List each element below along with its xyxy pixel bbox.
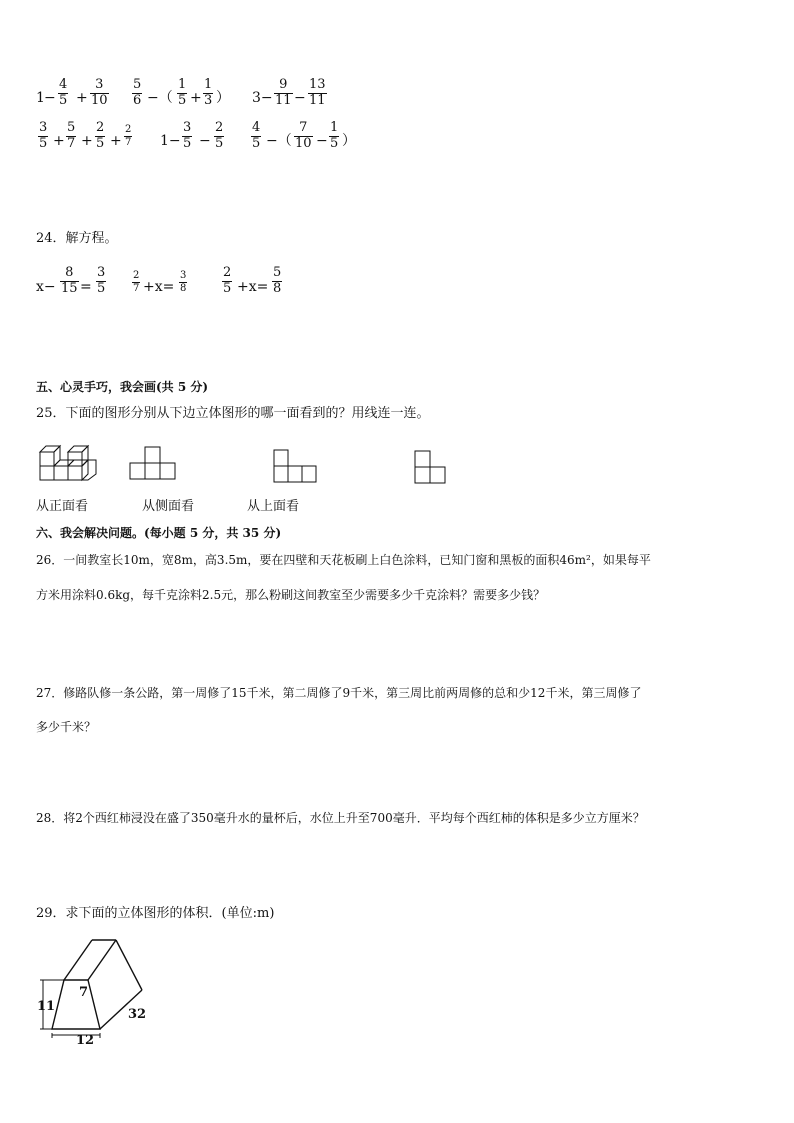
q26-line-2: 方米用涂料0.6kg，每千克涂料2.5元，那么粉刷这间教室至少需要多少千克涂料？需要多少钱？ [36,588,546,602]
q27-line-2: 多少千米？ [36,720,97,734]
minus-sign: − [294,90,306,106]
denominator: 11 [309,92,326,108]
fraction [95,121,105,152]
q26-line-1: 26．一间教室长10m，宽8m，高3.5m，要在四壁和天花板刷上白色涂料，已知门窗和黑板的面积46m²，如果每平 [36,553,651,567]
fraction [96,266,106,297]
q29-text: 29．求下面的立体图形的体积．(单位:m) [36,906,275,921]
denominator: 7 [67,135,76,151]
numerator: 2 [215,120,224,135]
solid-figure [38,440,102,484]
numerator: 1 [330,120,339,135]
view-label-top: 从上面看 [247,499,300,514]
figure-label-height: 11 [37,999,56,1014]
fraction [308,78,327,109]
fraction [179,270,187,294]
minus-paren: −（ [266,133,292,149]
close-paren: ） [216,90,230,106]
view-label-front: 从正面看 [36,499,89,514]
denominator: 5 [252,135,261,151]
fraction [203,78,213,109]
denominator: 5 [330,135,339,151]
num: 1 [36,90,45,106]
fraction [214,121,224,152]
figure-label-top: 7 [79,985,89,1000]
numerator: 2 [133,270,140,281]
section-6-title: 六、我会解决问题。(每小题 5 分，共 35 分) [36,526,282,540]
denominator: 10 [91,92,108,108]
denominator: 11 [275,92,292,108]
fraction [272,266,282,297]
fraction [60,266,79,297]
fraction [222,266,232,297]
trapezoid-prism-figure [34,934,164,1049]
q24-title: 24．解方程。 [36,231,118,246]
plus-sign: + [53,133,65,149]
numerator: 2 [96,120,105,135]
denominator: 5 [223,280,232,296]
numerator: 3 [39,120,48,135]
fraction [66,121,76,152]
minus-paren: −（ [147,90,173,106]
view-label-side: 从侧面看 [142,499,195,514]
numerator: 13 [309,77,326,92]
numerator: 7 [299,120,308,135]
plus-sign: + [110,133,122,149]
fraction [90,78,109,109]
fraction [58,78,68,109]
denominator: 7 [133,282,140,294]
section-5-title: 五、心灵手巧，我会画(共 5 分) [36,380,209,394]
numerator: 1 [178,77,187,92]
view-figure-2 [273,449,319,483]
numerator: 8 [65,265,74,280]
fraction [329,121,339,152]
denominator: 5 [183,135,192,151]
denominator: 5 [39,135,48,151]
denominator: 6 [133,92,142,108]
variable-minus: x− [36,279,56,295]
view-figure-1 [130,446,178,480]
denominator: 5 [96,135,105,151]
numerator: 2 [125,124,132,135]
denominator: 3 [204,92,213,108]
fraction [182,121,192,152]
denominator: 5 [97,280,106,296]
q28-text: 28．将2个西红柿浸没在盛了350毫升水的量杯后，水位上升至700毫升．平均每个西红柿的体积是多少立方厘米？ [36,811,645,825]
q27-line-1: 27．修路队修一条公路，第一周修了15千米，第二周修了9千米，第三周比前两周修的总和少12千米，第三周修了 [36,686,642,700]
q25-text: 25．下面的图形分别从下边立体图形的哪一面看到的？用线连一连。 [36,406,430,421]
minus-sign: − [199,133,211,149]
denominator: 10 [295,135,312,151]
equals-sign: = [80,279,92,295]
numerator: 3 [183,120,192,135]
denominator: 15 [61,280,78,296]
numerator: 5 [273,265,282,280]
close-paren: ） [342,133,356,149]
figure-label-length: 32 [128,1007,147,1022]
fraction [274,78,293,109]
numerator: 3 [180,270,187,281]
numerator: 4 [252,120,261,135]
denominator: 5 [59,92,68,108]
plus-sign: + [81,133,93,149]
numerator: 1 [204,77,213,92]
denominator: 8 [180,282,187,294]
fraction [124,124,132,148]
figure-label-bottom: 12 [76,1033,95,1048]
numerator: 5 [67,120,76,135]
minus-sign: − [44,90,56,106]
numerator: 4 [59,77,68,92]
fraction [132,270,140,294]
fraction [294,121,313,152]
fraction [251,121,261,152]
denominator: 5 [215,135,224,151]
plus-sign: + [76,90,88,106]
num-minus: 3− [252,90,273,106]
plus-sign: + [190,90,202,106]
numerator: 9 [279,77,288,92]
fraction [132,78,142,109]
numerator: 2 [223,265,232,280]
minus-sign: − [316,133,328,149]
denominator: 8 [273,280,282,296]
fraction [177,78,187,109]
num-minus: 1− [160,133,181,149]
fraction [38,121,48,152]
denominator: 7 [125,136,132,148]
denominator: 5 [178,92,187,108]
plus-x-equals: +x= [143,279,175,295]
view-figure-3 [414,450,448,486]
numerator: 3 [95,77,104,92]
plus-x-equals: +x= [237,279,269,295]
numerator: 5 [133,77,142,92]
numerator: 3 [97,265,106,280]
